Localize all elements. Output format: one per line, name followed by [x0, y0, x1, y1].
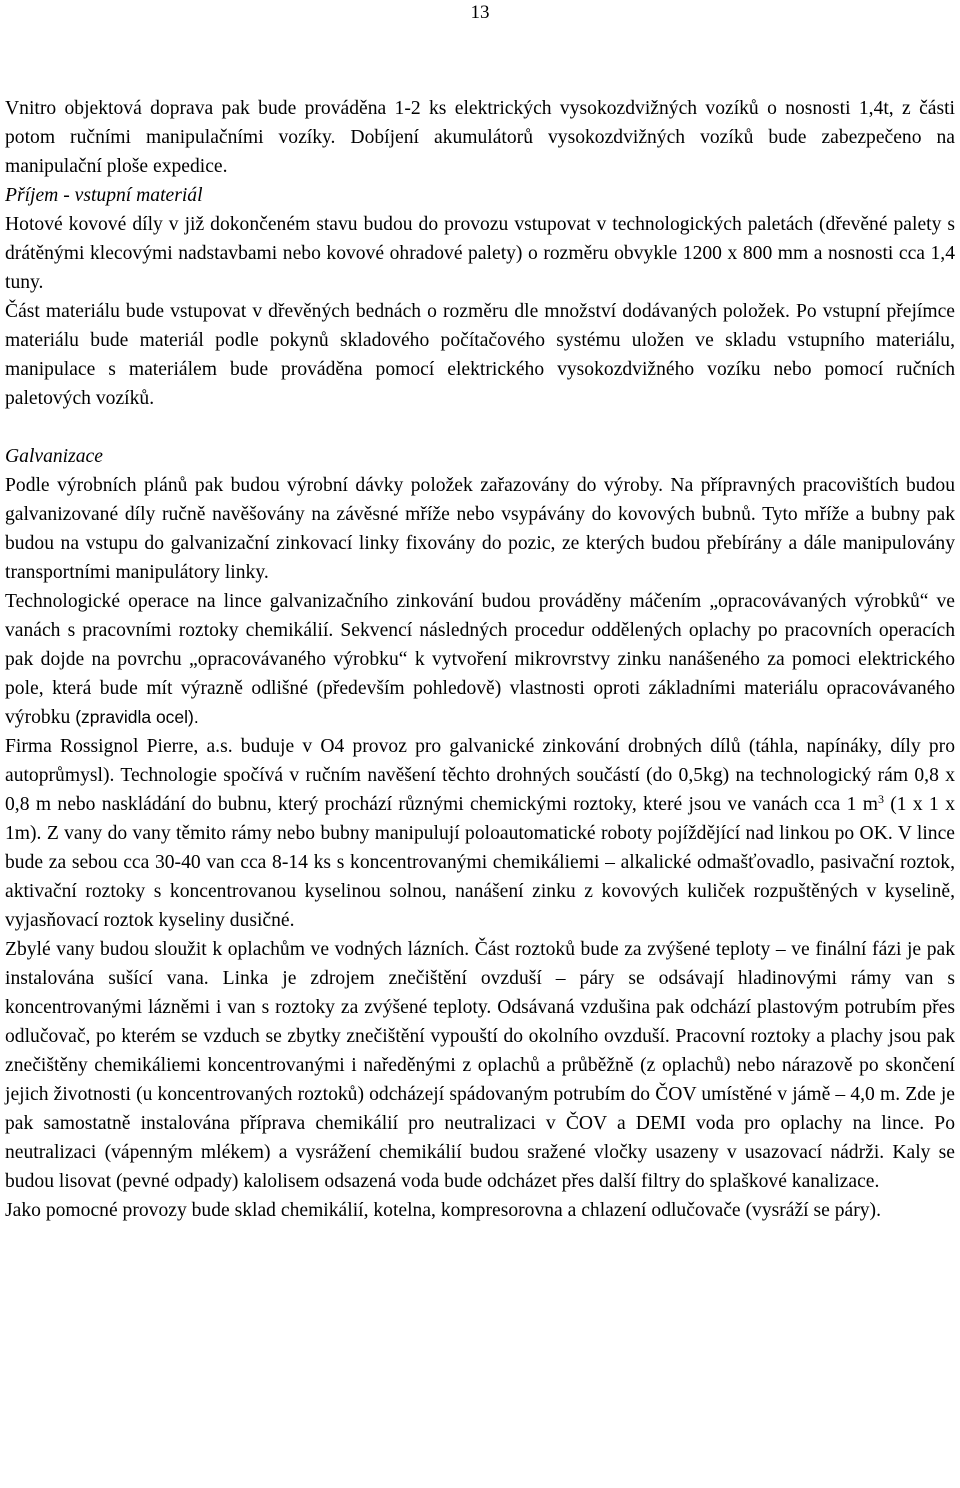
document-body — [5, 94, 955, 1225]
galvanizace-paragraph-5: Jako pomocné provozy bude sklad chemikálií, kotelna, kompresorovna a chlazení odlučovače (vysráží se páry). — [5, 1200, 881, 1221]
prijem-paragraph-2: Část materiálu bude vstupovat v dřevěných bednách o rozměru dle množství dodávaných položek. Po vstupní přejímce materiálu bude materiál podle pokynů skladového počítačového systému uložen ve skladu vstupního materiálu, manipulace s materiálem bude prováděna pomocí elektrického vysokozdvižného vozíku nebo pomocí ručních paletových vozíků. — [5, 301, 955, 409]
heading-galvanizace: Galvanizace — [5, 446, 103, 467]
intro-paragraph: Vnitro objektová doprava pak bude prováděna 1-2 ks elektrických vysokozdvižných vozíků o nosnosti 1,4t, z části potom ručními manipulačními vozíky. Dobíjení akumulátorů vysokozdvižných vozíků bude zabezpečeno na manipulační ploše expedice. — [5, 98, 955, 177]
cubic-superscript: 3 — [877, 792, 884, 806]
galvanizace-paragraph-4: Zbylé vany budou sloužit k oplachům ve vodných lázních. Část roztoků bude za zvýšené teploty – ve finální fázi je pak instalována sušící vana. Linka je zdrojem znečištění ovzduší – páry se odsávají hladinovými rámy van s koncentrovanými lázněmi i van s roztoky za zvýšené teploty. Odsávaná vzdušina pak odchází plastovým potrubím přes odlučovač, po kterém se vzduch se zbytky znečištění vypouští do okolního ovzduší. Pracovní roztoky a plachy jsou pak znečištěny chemikáliemi koncentrovanými i naředěnými z oplachů a průběžně (z oplachů) nebo nárazově po skončení jejich životnosti (u koncentrovaných roztoků) odcházejí spádovaným potrubím do ČOV umístěné v jámě – 4,0 m. Zde je pak samostatně instalována příprava chemikálií pro neutralizaci v ČOV a DEMI voda pro oplachy na lince. Po neutralizaci (vápenným mlékem) a vysrážení chemikálií budou sražené vločky usazeny v usazovací nádrži. Kaly se budou lisovat (pevné odpady) kalolisem odsazená voda bude odcházet přes další filtry do splaškové kanalizace. — [5, 939, 955, 1192]
prijem-paragraph-1: Hotové kovové díly v již dokončeném stavu budou do provozu vstupovat v technologických paletách (dřevěné palety s drátěnými klecovými nadstavbami nebo kovové ohradové palety) o rozměru obvykle 1200 x 800 mm a nosnosti cca 1,4 tuny. — [5, 214, 955, 293]
heading-prijem: Příjem - vstupní materiál — [5, 185, 203, 206]
page-number: 13 — [470, 2, 490, 23]
galvanizace-paragraph-1: Podle výrobních plánů pak budou výrobní dávky položek zařazovány do výroby. Na přípravných pracovištích budou galvanizované díly ručně navěšovány na závěsné mříže nebo vsypávány do kovových bubnů. Tyto mříže a bubny pak budou na vstupu do galvanizační zinkovací linky fixovány do pozic, ze kterých budou přebírány a dále manipulovány transportními manipulátory linky. — [5, 475, 955, 583]
galvanizace-paragraph-3-start: Firma Rossignol Pierre, a.s. buduje v O4 provoz pro galvanické zinkování drobných dílů (táhla, napínáky, díly pro autoprůmysl). Technologie spočívá v ručním navěšení těchto drohných součástí (do 0,5kg) na technologický rám 0,8 x 0,8 m nebo naskládání do bubnu, který prochází různými chemickými roztoky, které jsou ve vanách cca 1 m — [5, 736, 955, 815]
galvanizace-paragraph-2-main: Technologické operace na lince galvanizačního zinkování budou prováděny máčením „opracovávaných výrobků“ ve vanách s pracovními roztoky chemikálií. Sekvencí následných procedur oddělených oplachy po pracovních operacích pak dojde na povrchu „opracovávaného výrobku“ k vytvoření mikrovrstvy zinku nanášeného za pomoci elektrického pole, která bude mít výrazně odlišné (především pohledově) vlastnosti oproti základními materiálu opracovávaného výrobku — [5, 591, 955, 728]
galvanizace-paragraph-2 — [5, 587, 955, 732]
galvanizace-paragraph-2-note: (zpravidla ocel). — [75, 707, 199, 727]
galvanizace-paragraph-3-end: (1 x 1 x 1m). Z vany do vany těmito rámy nebo bubny manipulují poloautomatické roboty pojíždějící nad linkou po OK. V lince bude za sebou cca 30-40 van cca 8-14 ks s koncentrovanými chemikáliemi – alkalické odmašťovadlo, pasivační roztok, aktivační roztoky s koncentrovanou kyselinou solnou, nanášení zinku z kovových kuliček rozpuštěných v kyselině, vyjasňovací roztok kyseliny dusičné. — [5, 794, 955, 931]
galvanizace-paragraph-3 — [5, 732, 955, 935]
